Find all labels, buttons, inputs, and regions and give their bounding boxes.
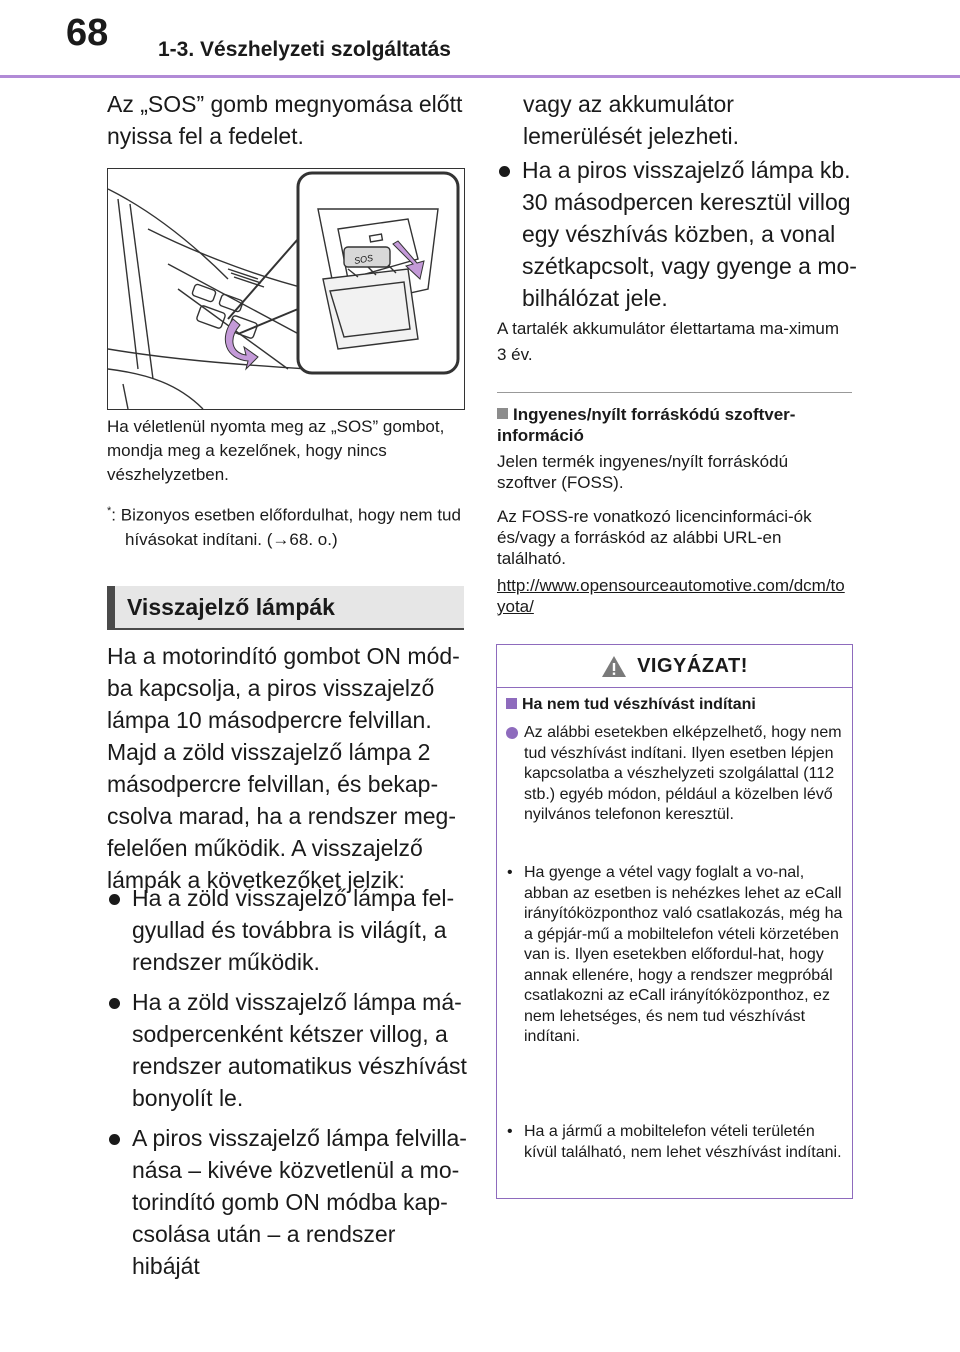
- footnote: [107, 499, 467, 552]
- bullet-text: Ha a piros visszajelző lámpa kb. 30 másodpercen keresztül villog egy vészhívás közben, a vonal szétkapcsolt, vagy gyenge a mo-bilhálózat jele.: [522, 157, 857, 311]
- caution-item-text: Ha a jármű a mobiltelefon vételi területén kívül található, nem lehet vészhívást indítani.: [524, 1123, 842, 1161]
- bullet-mark: •: [507, 1123, 513, 1140]
- indicator-body-text: Ha a motorindító gombot ON mód-ba kapcsolja, a piros visszajelző lámpa 10 másodpercre felvillan. Majd a zöld visszajelző lámpa 2 másodpercre felvillan, és bekap-csolva marad, ha a rendszer meg-felelően működik. A visszajelző lámpák a következőket jelzik:: [107, 643, 460, 893]
- right-bullet-list: [497, 154, 857, 322]
- intro-text: Az „SOS” gomb megnyomása előtt nyissa fel a fedelet.: [107, 91, 463, 149]
- caution-title: VIGYÁZAT!: [637, 654, 748, 677]
- bullet-item: [107, 986, 467, 1114]
- bullet-dot-icon: [109, 894, 120, 905]
- caution-item-text: Az alábbi esetekben elképzelhető, hogy nem tud vészhívást indítani. Ilyen esetben lépjen kapcsolatba a vészhelyzeti szolgálattal (112 stb.) egyéb módon, például a közelben lévő nyilvános telefonon keresztül.: [524, 724, 842, 823]
- foss-url-link[interactable]: http://www.opensourceautomotive.com/dcm/toyota/: [497, 576, 845, 616]
- bullet-item: [107, 1122, 467, 1282]
- bullet-dot-icon: [499, 166, 510, 177]
- bullet-dot-icon: [109, 998, 120, 1009]
- header-rule: [0, 75, 960, 78]
- footnote-mark: *: [107, 505, 112, 517]
- foss-paragraph-1: Jelen termék ingyenes/nyílt forráskódú szoftver (FOSS).: [497, 452, 789, 492]
- bullet-text: Ha a zöld visszajelző lámpa má-sodpercenként kétszer villog, a rendszer automatikus vészhívást bonyolít le.: [132, 989, 467, 1111]
- bullet-dot-icon: [109, 1134, 120, 1145]
- footnote-text: : Bizonyos esetben előfordulhat, hogy nem tud hívásokat indítani. (→68. o.): [111, 505, 461, 549]
- caution-item: [506, 723, 846, 826]
- caution-header: [497, 645, 852, 688]
- sos-label: SOS: [353, 252, 374, 267]
- bullet-mark: •: [507, 864, 513, 881]
- caution-subheading-text: Ha nem tud vészhívást indítani: [522, 696, 756, 713]
- battery-note: A tartalék akkumulátor élettartama ma-ximum 3 év.: [497, 319, 840, 364]
- square-marker-icon: [506, 698, 517, 709]
- bullet-text: A piros visszajelző lámpa felvilla-nása – kivéve közvetlenül a mo-torindító gomb ON módba kap-csolása után – a rendszer hibáját: [132, 1125, 467, 1279]
- section-heading-indicator-lamps: Visszajelző lámpák: [107, 586, 464, 630]
- divider: [497, 392, 852, 393]
- continuation-text: vagy az akkumulátor lemerülését jelezheti.: [523, 91, 740, 149]
- bullet-text: Ha a zöld visszajelző lámpa fel-gyullad és továbbra is világít, a rendszer működik.: [132, 885, 455, 975]
- bullet-item: [497, 154, 857, 314]
- caution-item: [506, 863, 846, 1048]
- circle-bullet-icon: [506, 727, 518, 739]
- indicator-bullet-list: [107, 882, 467, 1290]
- caution-subheading: [506, 695, 756, 715]
- warning-triangle-icon: [601, 655, 627, 678]
- figure-caption: Ha véletlenül nyomta meg az „SOS” gombot, mondja meg a kezelőnek, hogy nincs vészhelyzetben.: [107, 417, 445, 484]
- sos-button-illustration: [107, 168, 465, 410]
- page-number: 68: [66, 12, 109, 54]
- foss-heading-text: Ingyenes/nyílt forráskódú szoftver-információ: [497, 405, 796, 445]
- section-title: 1-3. Vészhelyzeti szolgáltatás: [158, 38, 451, 61]
- caution-item: [506, 1122, 846, 1163]
- foss-heading: [497, 404, 852, 446]
- bullet-item: [107, 882, 467, 978]
- foss-paragraph-2: Az FOSS-re vonatkozó licencinformáci-ók és/vagy a forráskód az alábbi URL-en található.: [497, 507, 812, 568]
- caution-box: [496, 644, 853, 1199]
- caution-item-text: Ha gyenge a vétel vagy foglalt a vo-nal, abban az esetben is nehézkes lehet az eCall irányítóközponthoz való csatlakozás, még ha a gépjár-mű a mobiltelefon vételi körzetében van is. Ilyen esetekben előfordul-hat, hogy annak ellenére, hogy a rendszer megpróbál csatlakozni az eCall irányítóközponthoz, ez nem lehetséges, és nem tud vészhívást indítani.: [524, 864, 843, 1045]
- square-marker-icon: [497, 408, 508, 419]
